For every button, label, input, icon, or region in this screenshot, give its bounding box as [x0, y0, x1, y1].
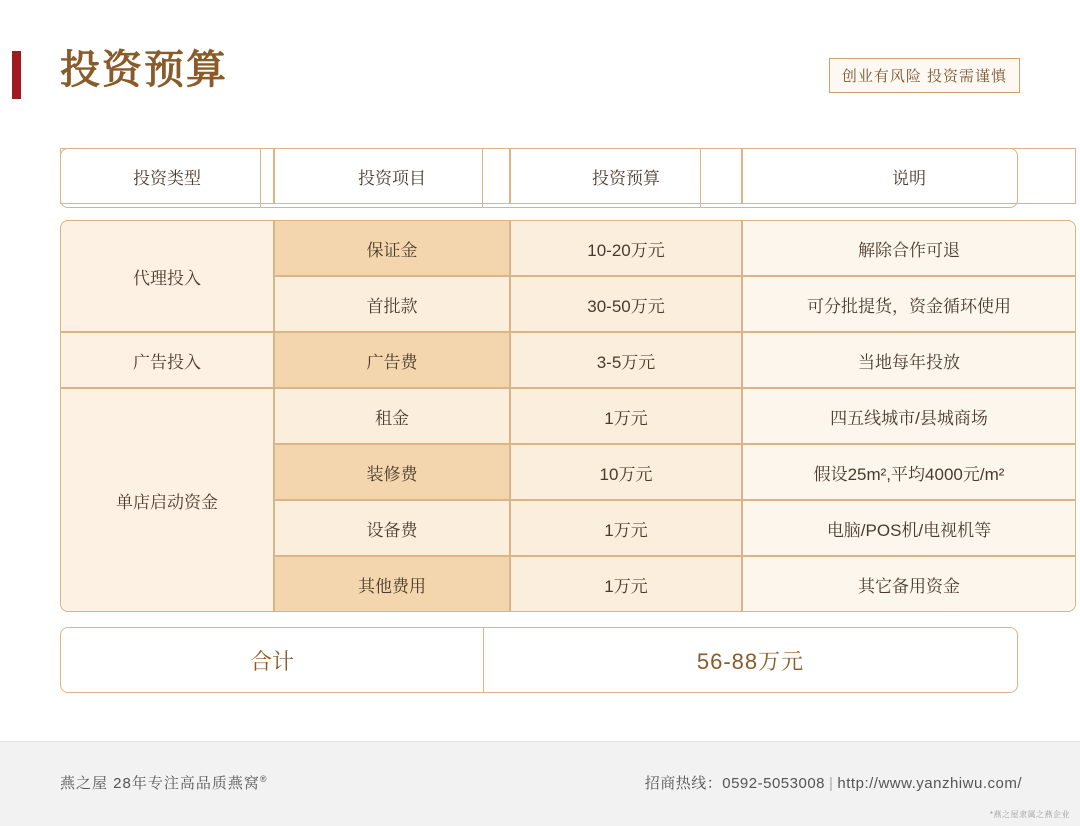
budget-table-body	[60, 220, 1076, 612]
row-item: 其他费用	[274, 556, 510, 612]
row-desc: 可分批提货，资金循环使用	[742, 276, 1076, 332]
row-budget: 3-5万元	[510, 332, 742, 388]
table-header-gap	[60, 208, 1020, 220]
row-desc: 电脑/POS机/电视机等	[742, 500, 1076, 556]
table-row	[60, 220, 1076, 276]
column-header-budget: 投资预算	[510, 148, 742, 204]
row-desc: 假设25m²,平均4000元/m²	[742, 444, 1076, 500]
row-item: 保证金	[274, 220, 510, 276]
row-desc: 解除合作可退	[742, 220, 1076, 276]
footer-fine-print: *燕之屋隶属之燕企业	[989, 810, 1070, 819]
row-group-type: 单店启动资金	[60, 388, 274, 612]
table-row	[60, 388, 1076, 444]
total-value: 56-88万元	[696, 648, 805, 674]
row-group-type: 广告投入	[60, 332, 274, 388]
row-item: 设备费	[274, 500, 510, 556]
row-desc: 四五线城市/县城商场	[742, 388, 1076, 444]
row-desc: 其它备用资金	[742, 556, 1076, 612]
page-footer	[0, 741, 1080, 826]
total-label: 合计	[61, 628, 484, 692]
footer-brand	[60, 772, 268, 793]
column-header-desc: 说明	[742, 148, 1076, 204]
column-header-item: 投资项目	[274, 148, 510, 204]
table-header-row	[60, 148, 1020, 208]
row-item: 广告费	[274, 332, 510, 388]
footer-brand-text: 燕之屋 28年专注高品质燕窝	[60, 775, 260, 792]
row-item: 租金	[274, 388, 510, 444]
hotline-label: 招商热线：	[644, 775, 723, 792]
row-budget: 1万元	[510, 388, 742, 444]
risk-disclaimer-badge: 创业有风险 投资需谨慎	[829, 58, 1020, 93]
row-desc: 当地每年投放	[742, 332, 1076, 388]
row-budget: 30-50万元	[510, 276, 742, 332]
title-accent-bar	[12, 51, 21, 99]
header-divider-2	[482, 148, 483, 208]
column-header-type: 投资类型	[60, 148, 274, 204]
page-title: 投资预算	[60, 48, 228, 92]
page-header	[0, 42, 1080, 112]
budget-table	[60, 148, 1020, 612]
total-row	[60, 627, 1018, 693]
table-row	[60, 332, 1076, 388]
footer-brand-mark: ®	[259, 774, 268, 784]
row-budget: 10-20万元	[510, 220, 742, 276]
header-divider-1	[260, 148, 261, 208]
row-budget: 1万元	[510, 556, 742, 612]
header-divider-3	[700, 148, 701, 208]
hotline-number: 0592-5053008	[722, 775, 826, 792]
footer-separator: |	[829, 775, 834, 792]
website-link[interactable]: http://www.yanzhiwu.com/	[837, 775, 1022, 792]
row-item: 首批款	[274, 276, 510, 332]
row-item: 装修费	[274, 444, 510, 500]
row-group-type: 代理投入	[60, 220, 274, 332]
row-budget: 1万元	[510, 500, 742, 556]
footer-contact	[645, 772, 1022, 793]
row-budget: 10万元	[510, 444, 742, 500]
